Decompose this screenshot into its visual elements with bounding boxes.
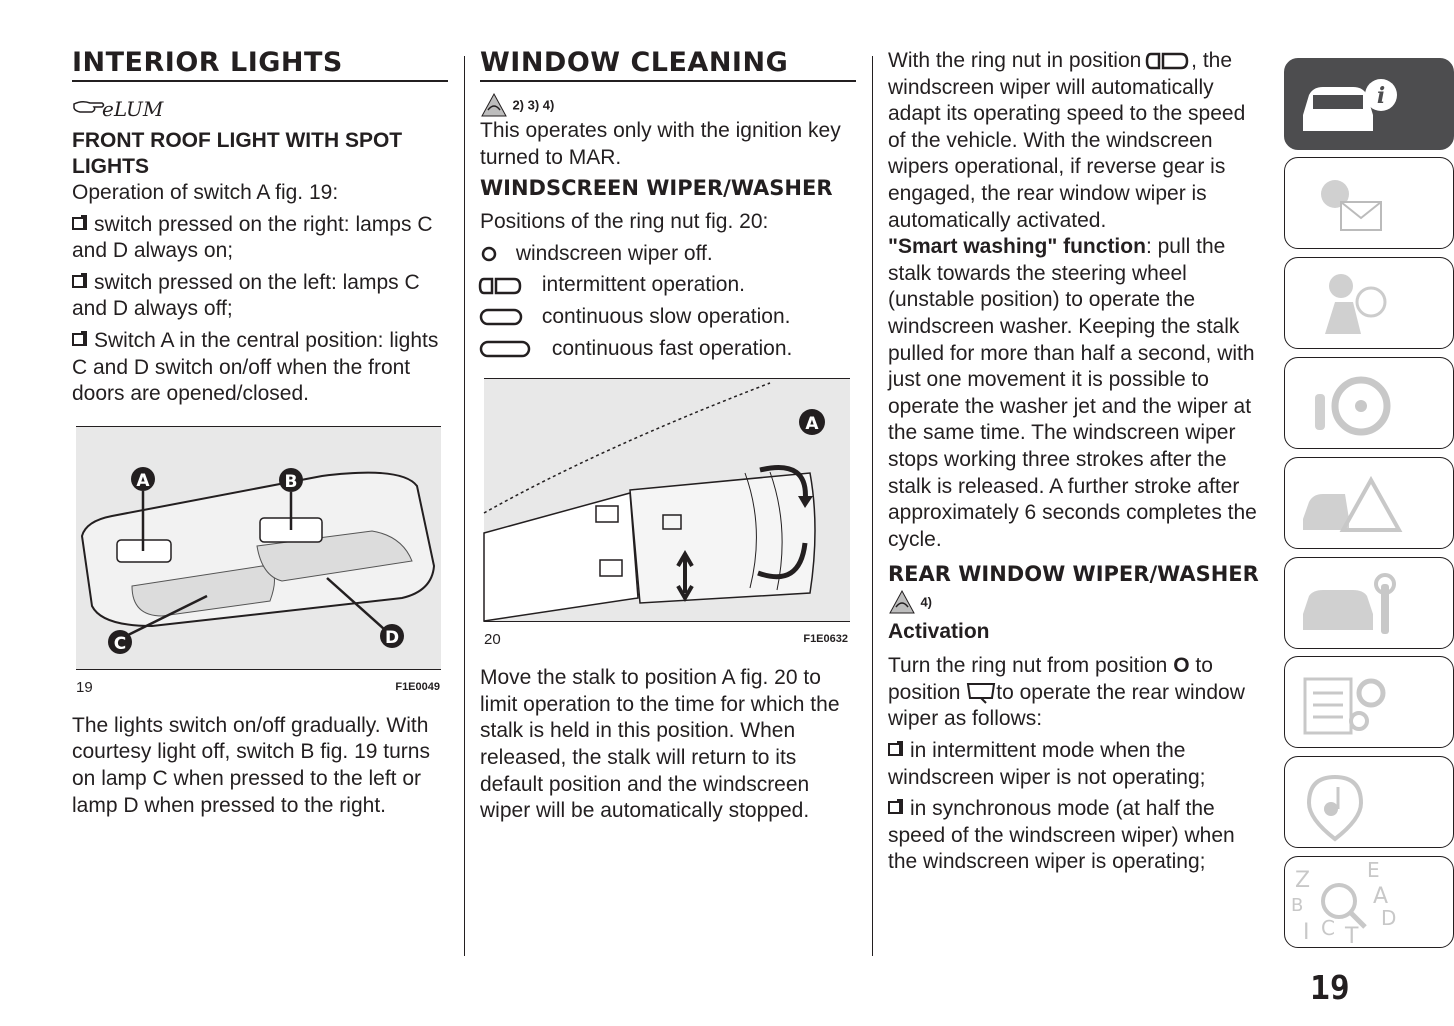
checkbox-bullet-icon xyxy=(72,333,85,346)
wiper-stalk-illustration xyxy=(480,378,852,622)
list-item: switch pressed on the right: lamps C and D always on; xyxy=(72,212,433,263)
tab-instrument-panel[interactable] xyxy=(1284,157,1454,249)
column-divider xyxy=(872,56,873,956)
label-a: A xyxy=(136,470,150,491)
wiper-intermittent-icon xyxy=(480,276,536,296)
figure-caption xyxy=(72,675,444,697)
music-location-icon xyxy=(1295,763,1405,843)
elum-logo xyxy=(72,82,448,126)
checkbox-bullet-icon xyxy=(72,217,85,230)
svg-text:B: B xyxy=(1291,895,1304,916)
svg-text:i: i xyxy=(1376,83,1386,109)
activation-heading: Activation xyxy=(888,620,990,644)
data-gears-icon xyxy=(1295,663,1405,743)
label-d: D xyxy=(384,627,400,648)
sub-heading: REAR WINDOW WIPER/WASHER xyxy=(888,562,1259,587)
key-steering-icon xyxy=(1295,364,1405,444)
figure-code: F1E0049 xyxy=(395,680,440,693)
warning-refs: 4) xyxy=(888,589,1264,615)
airbag-seat-icon xyxy=(1295,264,1405,344)
list-item: in synchronous mode (at half the speed of the windscreen wiper) when the windscreen wiper is operating; xyxy=(888,797,1235,874)
warning-icon xyxy=(888,589,916,615)
checkbox-bullet-icon xyxy=(888,743,901,756)
tab-technical-data[interactable] xyxy=(1284,656,1454,748)
paragraph: Positions of the ring nut fig. 20: xyxy=(480,210,769,234)
position-slow: continuous slow operation. xyxy=(480,304,856,331)
column-wipers-continued xyxy=(888,48,1264,876)
svg-text:I: I xyxy=(1303,920,1310,945)
svg-text:A: A xyxy=(1373,884,1389,909)
wiper-fast-icon xyxy=(480,339,546,359)
paragraph: This operates only with the ignition key turned to MAR. xyxy=(480,119,841,169)
roof-light-illustration xyxy=(72,426,444,670)
sub-heading: WINDSCREEN WIPER/WASHER xyxy=(480,176,833,201)
svg-text:E: E xyxy=(1367,858,1380,882)
car-wrench-icon xyxy=(1295,564,1405,644)
wiper-slow-icon xyxy=(480,307,536,327)
warning-refs: 2) 3) 4) xyxy=(480,92,856,118)
list-item: in intermittent mode when the windscreen wiper is not operating; xyxy=(888,739,1206,789)
tab-index[interactable] xyxy=(1284,856,1454,948)
wiper-off-icon xyxy=(480,244,510,264)
paragraph: Turn the ring nut from position O to position to operate the rear window wiper as follows: xyxy=(888,654,1245,731)
section-title: INTERIOR LIGHTS xyxy=(72,48,448,82)
hand-pointer-icon xyxy=(72,92,164,122)
rear-wiper-icon xyxy=(966,682,996,704)
label-a: A xyxy=(805,414,819,435)
tab-knowing-vehicle[interactable] xyxy=(1284,58,1454,150)
list-item: Switch A in the central position: lights C and D switch on/off when the front doors are opened/closed. xyxy=(72,328,439,406)
warning-icon xyxy=(480,92,508,118)
section-title: WINDOW CLEANING xyxy=(480,48,856,82)
light-message-icon xyxy=(1295,164,1405,244)
index-search-icon xyxy=(1285,857,1415,947)
svg-text:eLUM: eLUM xyxy=(102,97,164,121)
column-interior-lights xyxy=(72,48,448,819)
checkbox-bullet-icon xyxy=(72,275,85,288)
figure-code: F1E0632 xyxy=(803,633,848,646)
page-number: 19 xyxy=(1310,968,1350,1007)
paragraph: The lights switch on/off gradually. With courtesy light off, switch B fig. 19 turns on lamp C when pressed to the left or lamp D when pressed to the right. xyxy=(72,713,430,817)
figure-19 xyxy=(72,426,444,697)
paragraph: Move the stalk to position A fig. 20 to limit operation to the time for which the stalk is held in this position. When released, the stalk will return to its default position and the windscreen wiper will be automatically stopped. xyxy=(480,666,840,823)
checkbox-bullet-icon xyxy=(888,801,901,814)
position-fast: continuous fast operation. xyxy=(480,336,856,363)
figure-20 xyxy=(480,378,852,649)
svg-text:C: C xyxy=(1321,916,1335,940)
tab-emergency[interactable] xyxy=(1284,457,1454,549)
wiper-intermittent-icon xyxy=(1147,51,1191,71)
svg-text:Z: Z xyxy=(1295,868,1311,893)
paragraph: Operation of switch A fig. 19: xyxy=(72,181,339,204)
svg-text:D: D xyxy=(1381,906,1397,930)
column-divider xyxy=(464,56,465,956)
sub-heading: FRONT ROOF LIGHT WITH SPOT LIGHTS xyxy=(72,129,403,178)
position-intermittent: intermittent operation. xyxy=(480,272,856,299)
column-window-cleaning xyxy=(480,48,856,825)
svg-text:T: T xyxy=(1345,924,1359,949)
label-b: B xyxy=(284,471,298,492)
paragraph: With the ring nut in position , the windscreen wiper will automatically adapt its operating speed to the speed of the vehicle. With the windscreen wipers operational, if reverse gear is engaged, the rear window wiper is automatically activated. xyxy=(888,49,1246,232)
figure-number: 20 xyxy=(484,631,501,649)
tab-multimedia[interactable] xyxy=(1284,756,1454,848)
paragraph: "Smart washing" function: pull the stalk towards the steering wheel (unstable position) to operate the windscreen washer. Keeping the stalk pulled for more than half a second, with just one movement it is possible to operate the washer jet and the wiper at the same time. The windscreen wiper stops working three strokes after the stalk is released. A further stroke after approximately 6 seconds completes the cycle. xyxy=(888,235,1257,551)
car-warning-triangle-icon xyxy=(1295,464,1405,544)
figure-caption xyxy=(480,627,852,649)
position-off: windscreen wiper off. xyxy=(480,241,856,268)
tab-safety[interactable] xyxy=(1284,257,1454,349)
figure-number: 19 xyxy=(76,678,93,696)
car-info-icon xyxy=(1295,65,1405,145)
tab-starting-driving[interactable] xyxy=(1284,357,1454,449)
label-c: C xyxy=(113,633,127,654)
list-item: switch pressed on the left: lamps C and D always off; xyxy=(72,270,420,321)
tab-maintenance[interactable] xyxy=(1284,557,1454,649)
